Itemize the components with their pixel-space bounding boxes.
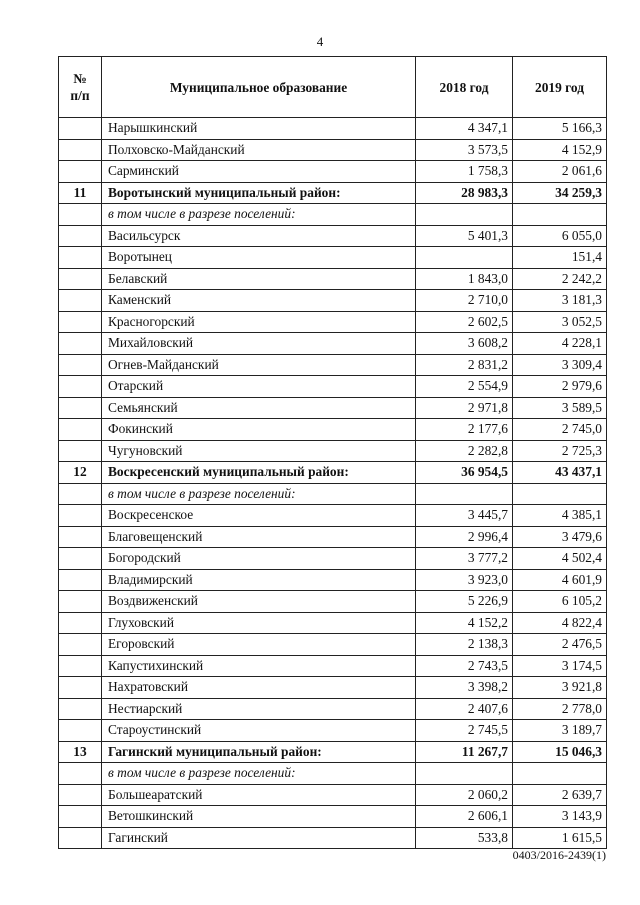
row-number: [59, 720, 102, 742]
table-row: [59, 333, 607, 355]
row-number: [59, 569, 102, 591]
value-2019: 5 166,3: [513, 118, 607, 140]
subheading-row: [59, 483, 607, 505]
row-number: [59, 204, 102, 226]
table-row: [59, 139, 607, 161]
table-row: [59, 419, 607, 441]
value-2019: 2 476,5: [513, 634, 607, 656]
row-number: [59, 806, 102, 828]
value-2018: 2 554,9: [416, 376, 513, 398]
value-2018: 11 267,7: [416, 741, 513, 763]
row-number: [59, 827, 102, 849]
table-row: [59, 634, 607, 656]
municipality-name: Огнев-Майданский: [102, 354, 416, 376]
table-row: [59, 161, 607, 183]
municipality-name: Нарышкинский: [102, 118, 416, 140]
value-2018: [416, 483, 513, 505]
row-number: [59, 440, 102, 462]
municipality-name: Глуховский: [102, 612, 416, 634]
value-2018: 2 606,1: [416, 806, 513, 828]
table-row: [59, 698, 607, 720]
table-row: [59, 784, 607, 806]
municipality-name: в том числе в разрезе поселений:: [102, 483, 416, 505]
budget-table: [58, 56, 607, 849]
value-2019: 1 615,5: [513, 827, 607, 849]
value-2018: 2 177,6: [416, 419, 513, 441]
municipality-name: Воротынец: [102, 247, 416, 269]
value-2019: 2 639,7: [513, 784, 607, 806]
row-number: [59, 612, 102, 634]
value-2019: [513, 204, 607, 226]
document-code: 0403/2016-2439(1): [512, 848, 606, 862]
value-2018: 28 983,3: [416, 182, 513, 204]
table-row: [59, 376, 607, 398]
row-number: [59, 548, 102, 570]
row-number: [59, 591, 102, 613]
municipality-name: Капустихинский: [102, 655, 416, 677]
value-2019: 2 061,6: [513, 161, 607, 183]
subheading-row: [59, 204, 607, 226]
table-row: [59, 548, 607, 570]
value-2019: 2 979,6: [513, 376, 607, 398]
municipality-name: Белавский: [102, 268, 416, 290]
value-2018: 533,8: [416, 827, 513, 849]
table-row: [59, 720, 607, 742]
value-2018: 2 602,5: [416, 311, 513, 333]
municipality-name: Староустинский: [102, 720, 416, 742]
value-2019: [513, 763, 607, 785]
table-row: [59, 290, 607, 312]
municipality-name: Владимирский: [102, 569, 416, 591]
municipality-name: Полховско-Майданский: [102, 139, 416, 161]
value-2018: 5 401,3: [416, 225, 513, 247]
row-number: 13: [59, 741, 102, 763]
table-row: [59, 655, 607, 677]
row-number: [59, 634, 102, 656]
district-row: [59, 182, 607, 204]
value-2019: 2 725,3: [513, 440, 607, 462]
district-row: [59, 462, 607, 484]
row-number: [59, 247, 102, 269]
table-header-row: [59, 57, 607, 118]
row-number: [59, 483, 102, 505]
row-number: [59, 397, 102, 419]
municipality-name: Гагинский: [102, 827, 416, 849]
municipality-name: Гагинский муниципальный район:: [102, 741, 416, 763]
row-number: [59, 290, 102, 312]
header-number: № п/п: [59, 57, 102, 118]
value-2019: 4 502,4: [513, 548, 607, 570]
municipality-name: Васильсурск: [102, 225, 416, 247]
value-2018: 2 996,4: [416, 526, 513, 548]
table-row: [59, 397, 607, 419]
table-row: [59, 677, 607, 699]
value-2018: 2 745,5: [416, 720, 513, 742]
header-municipality: Муниципальное образование: [102, 57, 416, 118]
row-number: [59, 419, 102, 441]
value-2019: 151,4: [513, 247, 607, 269]
table-row: [59, 505, 607, 527]
value-2019: [513, 483, 607, 505]
row-number: [59, 354, 102, 376]
row-number: [59, 268, 102, 290]
value-2018: 2 138,3: [416, 634, 513, 656]
value-2018: 3 398,2: [416, 677, 513, 699]
municipality-name: в том числе в разрезе поселений:: [102, 763, 416, 785]
table-row: [59, 806, 607, 828]
value-2019: 4 385,1: [513, 505, 607, 527]
value-2019: 3 181,3: [513, 290, 607, 312]
table-row: [59, 225, 607, 247]
value-2018: 36 954,5: [416, 462, 513, 484]
municipality-name: в том числе в разрезе поселений:: [102, 204, 416, 226]
municipality-name: Михайловский: [102, 333, 416, 355]
municipality-name: Воздвиженский: [102, 591, 416, 613]
table-row: [59, 354, 607, 376]
table-row: [59, 827, 607, 849]
value-2018: 3 573,5: [416, 139, 513, 161]
value-2018: 4 347,1: [416, 118, 513, 140]
value-2019: 3 309,4: [513, 354, 607, 376]
value-2019: 4 601,9: [513, 569, 607, 591]
subheading-row: [59, 763, 607, 785]
value-2019: 3 921,8: [513, 677, 607, 699]
row-number: [59, 763, 102, 785]
value-2019: 3 189,7: [513, 720, 607, 742]
row-number: [59, 161, 102, 183]
value-2018: 1 843,0: [416, 268, 513, 290]
municipality-name: Отарский: [102, 376, 416, 398]
value-2018: 2 060,2: [416, 784, 513, 806]
value-2018: 3 445,7: [416, 505, 513, 527]
header-2018: 2018 год: [416, 57, 513, 118]
row-number: 12: [59, 462, 102, 484]
row-number: [59, 784, 102, 806]
value-2018: 2 831,2: [416, 354, 513, 376]
value-2019: 4 822,4: [513, 612, 607, 634]
municipality-name: Воротынский муниципальный район:: [102, 182, 416, 204]
municipality-name: Воскресенское: [102, 505, 416, 527]
value-2018: [416, 763, 513, 785]
row-number: [59, 526, 102, 548]
value-2019: 3 479,6: [513, 526, 607, 548]
municipality-name: Благовещенский: [102, 526, 416, 548]
row-number: [59, 698, 102, 720]
table-row: [59, 268, 607, 290]
value-2018: [416, 204, 513, 226]
value-2019: 15 046,3: [513, 741, 607, 763]
municipality-name: Каменский: [102, 290, 416, 312]
municipality-name: Воскресенский муниципальный район:: [102, 462, 416, 484]
table-row: [59, 118, 607, 140]
row-number: [59, 139, 102, 161]
value-2019: 43 437,1: [513, 462, 607, 484]
row-number: [59, 333, 102, 355]
value-2018: 4 152,2: [416, 612, 513, 634]
municipality-name: Богородский: [102, 548, 416, 570]
row-number: [59, 225, 102, 247]
value-2019: 3 143,9: [513, 806, 607, 828]
value-2018: 2 971,8: [416, 397, 513, 419]
table-row: [59, 526, 607, 548]
value-2018: 5 226,9: [416, 591, 513, 613]
value-2018: 3 608,2: [416, 333, 513, 355]
row-number: [59, 677, 102, 699]
value-2018: 3 777,2: [416, 548, 513, 570]
table-row: [59, 440, 607, 462]
header-2019: 2019 год: [513, 57, 607, 118]
row-number: [59, 118, 102, 140]
value-2019: 3 174,5: [513, 655, 607, 677]
municipality-name: Нахратовский: [102, 677, 416, 699]
row-number: 11: [59, 182, 102, 204]
value-2019: 6 055,0: [513, 225, 607, 247]
municipality-name: Фокинский: [102, 419, 416, 441]
value-2018: 3 923,0: [416, 569, 513, 591]
value-2019: 6 105,2: [513, 591, 607, 613]
municipality-name: Чугуновский: [102, 440, 416, 462]
value-2019: 2 242,2: [513, 268, 607, 290]
municipality-name: Ветошкинский: [102, 806, 416, 828]
value-2018: 2 743,5: [416, 655, 513, 677]
row-number: [59, 376, 102, 398]
value-2019: 4 152,9: [513, 139, 607, 161]
municipality-name: Сарминский: [102, 161, 416, 183]
municipality-name: Семьянский: [102, 397, 416, 419]
value-2018: 2 282,8: [416, 440, 513, 462]
municipality-name: Большеаратский: [102, 784, 416, 806]
value-2018: 2 710,0: [416, 290, 513, 312]
district-row: [59, 741, 607, 763]
value-2018: 1 758,3: [416, 161, 513, 183]
row-number: [59, 311, 102, 333]
row-number: [59, 655, 102, 677]
value-2019: 2 778,0: [513, 698, 607, 720]
page-number: 4: [316, 34, 324, 49]
row-number: [59, 505, 102, 527]
table-body: [59, 118, 607, 849]
value-2019: 2 745,0: [513, 419, 607, 441]
value-2019: 3 589,5: [513, 397, 607, 419]
table-row: [59, 247, 607, 269]
table-row: [59, 612, 607, 634]
table-row: [59, 591, 607, 613]
value-2019: 4 228,1: [513, 333, 607, 355]
value-2019: 3 052,5: [513, 311, 607, 333]
value-2019: 34 259,3: [513, 182, 607, 204]
municipality-name: Нестиарский: [102, 698, 416, 720]
table-row: [59, 311, 607, 333]
value-2018: [416, 247, 513, 269]
municipality-name: Красногорский: [102, 311, 416, 333]
table-row: [59, 569, 607, 591]
municipality-name: Егоровский: [102, 634, 416, 656]
value-2018: 2 407,6: [416, 698, 513, 720]
